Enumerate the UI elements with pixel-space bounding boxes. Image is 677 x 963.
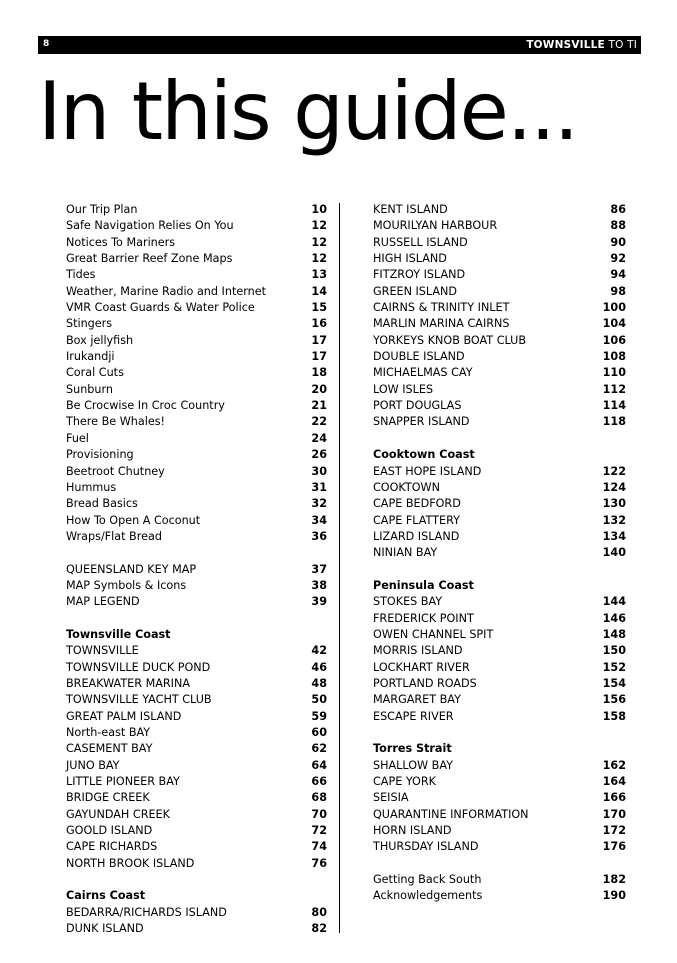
toc-entry[interactable] xyxy=(373,218,626,234)
toc-entry-page-number: 146 xyxy=(602,611,626,625)
toc-entry[interactable] xyxy=(373,284,626,300)
toc-entry-label: CAPE YORK xyxy=(373,775,436,789)
running-title-rest: TO TI xyxy=(604,39,637,51)
toc-entry-page-number: 31 xyxy=(311,480,327,494)
toc-entry[interactable] xyxy=(66,218,327,234)
toc-entry-page-number: 68 xyxy=(311,791,327,805)
toc-entry-label: TOWNSVILLE DUCK POND xyxy=(66,660,211,674)
toc-entry[interactable] xyxy=(66,594,327,610)
toc-entry-page-number: 60 xyxy=(311,726,327,739)
toc-entry[interactable] xyxy=(373,692,626,708)
toc-entry-page-number: 50 xyxy=(311,693,327,707)
toc-entry-page-number: 39 xyxy=(311,595,327,609)
toc-entry[interactable] xyxy=(66,333,327,349)
toc-entry-page-number: 104 xyxy=(602,317,626,331)
toc-entry-page-number: 16 xyxy=(311,317,327,331)
toc-entry[interactable] xyxy=(373,333,626,349)
toc-entry[interactable] xyxy=(373,839,626,855)
toc-entry-label: How To Open A Coconut xyxy=(66,513,201,527)
toc-entry[interactable] xyxy=(66,349,327,365)
toc-entry-label: VMR Coast Guards & Water Police xyxy=(66,301,255,315)
toc-entry-page-number: 37 xyxy=(311,562,327,576)
toc-entry-page-number: 82 xyxy=(311,922,327,936)
toc-entry-page-number: 158 xyxy=(602,709,626,723)
toc-entry-page-number: 64 xyxy=(311,758,327,772)
toc-entry-label: LIZARD ISLAND xyxy=(373,529,460,543)
toc-entry-label: MICHAELMAS CAY xyxy=(373,366,473,380)
toc-entry[interactable] xyxy=(66,431,327,447)
toc-entry[interactable] xyxy=(66,382,327,398)
toc-section-heading xyxy=(373,578,626,594)
toc-entry[interactable] xyxy=(66,562,327,578)
toc-entry-label: BEDARRA/RICHARDS ISLAND xyxy=(66,905,227,919)
toc-entry-page-number: 154 xyxy=(602,676,626,690)
toc-entry[interactable] xyxy=(373,202,626,218)
toc-entry[interactable] xyxy=(373,823,626,839)
toc-entry[interactable] xyxy=(373,529,626,545)
toc-entry-page-number: 48 xyxy=(311,676,327,690)
toc-entry-label: DOUBLE ISLAND xyxy=(373,350,465,364)
toc-entry-page-number: 156 xyxy=(602,693,626,707)
toc-entry-label: BREAKWATER MARINA xyxy=(66,676,190,690)
toc-entry-page-number: 122 xyxy=(602,464,626,478)
toc-entry[interactable] xyxy=(66,447,327,463)
toc-left-column xyxy=(66,202,327,937)
toc-entry-label: MAP Symbols & Icons xyxy=(66,578,187,592)
page-number: 8 xyxy=(43,39,50,49)
toc-entry[interactable] xyxy=(66,300,327,316)
toc-entry-page-number: 46 xyxy=(311,660,327,674)
toc-entry-label: OWEN CHANNEL SPIT xyxy=(373,627,494,641)
toc-entry[interactable] xyxy=(66,643,327,659)
toc-entry-label: DUNK ISLAND xyxy=(66,922,144,936)
toc-entry-label: Be Crocwise In Croc Country xyxy=(66,399,225,413)
toc-entry[interactable] xyxy=(66,741,327,757)
toc-entry[interactable] xyxy=(373,758,626,774)
toc-entry[interactable] xyxy=(373,627,626,643)
toc-entry-label: PORT DOUGLAS xyxy=(373,399,462,413)
toc-entry-label: MOURILYAN HARBOUR xyxy=(373,219,498,233)
toc-entry-label: Acknowledgements xyxy=(373,889,483,903)
toc-entry[interactable] xyxy=(373,872,626,888)
toc-entry[interactable] xyxy=(373,496,626,512)
toc-entry-label: Our Trip Plan xyxy=(66,203,138,216)
toc-entry[interactable] xyxy=(373,267,626,283)
toc-entry-page-number: 59 xyxy=(311,709,327,723)
toc-entry[interactable] xyxy=(66,464,327,480)
toc-entry-label: HORN ISLAND xyxy=(373,824,452,838)
toc-spacer xyxy=(373,725,626,741)
toc-entry-page-number: 190 xyxy=(602,889,626,903)
toc-entry-page-number: 164 xyxy=(602,775,626,789)
toc-entry-page-number: 92 xyxy=(610,252,626,266)
toc-entry[interactable] xyxy=(66,692,327,708)
toc-entry[interactable] xyxy=(373,709,626,725)
toc-entry-label: Peninsula Coast xyxy=(373,578,474,592)
toc-entry[interactable] xyxy=(66,709,327,725)
toc-entry-label: GOOLD ISLAND xyxy=(66,824,153,838)
toc-entry-label: MARGARET BAY xyxy=(373,693,461,707)
toc-entry-label: GREEN ISLAND xyxy=(373,284,458,298)
toc-entry-label: Stingers xyxy=(66,317,113,331)
toc-entry-label: Tides xyxy=(66,268,96,282)
toc-entry-label: CAIRNS & TRINITY INLET xyxy=(373,301,510,315)
toc-entry-page-number: 12 xyxy=(311,219,327,233)
toc-entry-label: MAP LEGEND xyxy=(66,595,140,609)
toc-entry-page-number: 17 xyxy=(311,333,327,347)
toc-entry[interactable] xyxy=(373,676,626,692)
toc-entry-label: Fuel xyxy=(66,431,89,445)
toc-entry-page-number: 66 xyxy=(311,775,327,789)
toc-entry-label: PORTLAND ROADS xyxy=(373,676,477,690)
toc-entry-page-number: 124 xyxy=(602,480,626,494)
toc-entry-label: Weather, Marine Radio and Internet xyxy=(66,284,266,298)
header-bar xyxy=(38,36,641,54)
toc-entry-label: MORRIS ISLAND xyxy=(373,644,463,658)
toc-spacer xyxy=(66,545,327,561)
toc-entry[interactable] xyxy=(66,398,327,414)
toc-section-heading xyxy=(373,447,626,463)
toc-entry[interactable] xyxy=(66,676,327,692)
toc-entry[interactable] xyxy=(66,496,327,512)
toc-entry-label: QUEENSLAND KEY MAP xyxy=(66,562,197,576)
toc-right-column xyxy=(373,202,626,905)
toc-entry-label: CASEMENT BAY xyxy=(66,742,153,756)
toc-entry-page-number: 144 xyxy=(602,595,626,609)
toc-entry-page-number: 70 xyxy=(311,807,327,821)
toc-entry-label: CAPE RICHARDS xyxy=(66,840,158,854)
toc-entry[interactable] xyxy=(66,529,327,545)
toc-entry[interactable] xyxy=(373,365,626,381)
toc-entry-label: Bread Basics xyxy=(66,497,138,511)
toc-spacer xyxy=(66,611,327,627)
toc-entry-label: LOCKHART RIVER xyxy=(373,660,470,674)
toc-entry[interactable] xyxy=(66,284,327,300)
toc-spacer xyxy=(373,431,626,447)
toc-entry[interactable] xyxy=(66,513,327,529)
toc-entry-label: Irukandji xyxy=(66,350,115,364)
toc-entry[interactable] xyxy=(66,774,327,790)
toc-entry-label: Coral Cuts xyxy=(66,366,124,380)
toc-entry-page-number: 13 xyxy=(311,268,327,282)
toc-entry-label: COOKTOWN xyxy=(373,480,440,494)
toc-entry-label: GREAT PALM ISLAND xyxy=(66,709,182,723)
toc-entry[interactable] xyxy=(66,365,327,381)
toc-section-heading xyxy=(66,627,327,643)
toc-entry[interactable] xyxy=(373,300,626,316)
toc-entry-page-number: 14 xyxy=(311,284,327,298)
running-title-bold: TOWNSVILLE xyxy=(526,39,605,51)
toc-entry-label: Provisioning xyxy=(66,448,134,462)
toc-entry[interactable] xyxy=(373,349,626,365)
toc-entry-label: TOWNSVILLE xyxy=(66,644,139,658)
toc-entry-label: EAST HOPE ISLAND xyxy=(373,464,482,478)
toc-entry-page-number: 36 xyxy=(311,529,327,543)
toc-entry-label: CAPE BEDFORD xyxy=(373,497,461,511)
toc-entry-page-number: 90 xyxy=(610,235,626,249)
toc-entry-page-number: 106 xyxy=(602,333,626,347)
toc-entry-label: HIGH ISLAND xyxy=(373,252,447,266)
toc-entry-label: Cairns Coast xyxy=(66,889,146,903)
toc-entry[interactable] xyxy=(373,316,626,332)
toc-entry[interactable] xyxy=(66,251,327,267)
toc-entry[interactable] xyxy=(373,660,626,676)
toc-entry-label: FREDERICK POINT xyxy=(373,611,474,625)
toc-entry-page-number: 62 xyxy=(311,742,327,756)
toc-entry-label: Townsville Coast xyxy=(66,627,171,641)
toc-entry-page-number: 76 xyxy=(311,856,327,870)
toc-entry[interactable] xyxy=(373,398,626,414)
toc-entry-page-number: 34 xyxy=(311,513,327,527)
toc-entry[interactable] xyxy=(66,790,327,806)
toc-entry[interactable] xyxy=(66,202,327,218)
toc-spacer xyxy=(373,856,626,872)
toc-entry-label: MARLIN MARINA CAIRNS xyxy=(373,317,510,331)
toc-entry[interactable] xyxy=(373,382,626,398)
toc-entry-page-number: 26 xyxy=(311,448,327,462)
toc-entry[interactable] xyxy=(66,839,327,855)
toc-entry-label: LOW ISLES xyxy=(373,382,434,396)
toc-entry-page-number: 74 xyxy=(311,840,327,854)
toc-entry-label: Box jellyfish xyxy=(66,333,134,347)
toc-entry[interactable] xyxy=(66,316,327,332)
toc-entry-label: LITTLE PIONEER BAY xyxy=(66,775,180,789)
toc-entry-page-number: 112 xyxy=(602,382,626,396)
toc-entry-page-number: 24 xyxy=(311,431,327,445)
toc-entry[interactable] xyxy=(373,807,626,823)
toc-entry[interactable] xyxy=(66,235,327,251)
toc-entry-page-number: 98 xyxy=(610,284,626,298)
toc-entry-page-number: 32 xyxy=(311,497,327,511)
toc-entry[interactable] xyxy=(66,856,327,872)
toc-entry-label: RUSSELL ISLAND xyxy=(373,235,468,249)
toc-entry-page-number: 18 xyxy=(311,366,327,380)
toc-entry[interactable] xyxy=(66,725,327,741)
toc-entry-label: NORTH BROOK ISLAND xyxy=(66,856,195,870)
toc-entry-page-number: 148 xyxy=(602,627,626,641)
toc-entry-label: THURSDAY ISLAND xyxy=(373,840,479,854)
toc-entry-label: QUARANTINE INFORMATION xyxy=(373,807,529,821)
toc-entry[interactable] xyxy=(373,774,626,790)
toc-entry-page-number: 22 xyxy=(311,415,327,429)
toc-entry-page-number: 130 xyxy=(602,497,626,511)
running-title xyxy=(526,39,637,51)
toc-entry-label: ESCAPE RIVER xyxy=(373,709,454,723)
toc-entry-label: STOKES BAY xyxy=(373,595,443,609)
toc-entry-page-number: 88 xyxy=(610,219,626,233)
toc-entry-page-number: 140 xyxy=(602,546,626,560)
toc-entry-label: YORKEYS KNOB BOAT CLUB xyxy=(373,333,527,347)
toc-entry-page-number: 10 xyxy=(311,203,327,216)
toc-entry[interactable] xyxy=(373,643,626,659)
toc-entry[interactable] xyxy=(66,578,327,594)
toc-entry-page-number: 114 xyxy=(602,399,626,413)
toc-entry-label: Notices To Mariners xyxy=(66,235,176,249)
toc-spacer xyxy=(66,872,327,888)
toc-entry-label: Hummus xyxy=(66,480,117,494)
toc-entry-label: CAPE FLATTERY xyxy=(373,513,460,527)
toc-entry[interactable] xyxy=(373,414,626,430)
toc-entry-label: North-east BAY xyxy=(66,726,151,739)
toc-entry-page-number: 166 xyxy=(602,791,626,805)
toc-entry-page-number: 152 xyxy=(602,660,626,674)
toc-entry[interactable] xyxy=(373,611,626,627)
toc-entry[interactable] xyxy=(373,251,626,267)
toc-entry[interactable] xyxy=(373,594,626,610)
toc-entry-page-number: 12 xyxy=(311,252,327,266)
toc-entry[interactable] xyxy=(373,790,626,806)
toc-entry-page-number: 108 xyxy=(602,350,626,364)
toc-entry-page-number: 42 xyxy=(311,644,327,658)
toc-entry[interactable] xyxy=(373,235,626,251)
toc-entry-page-number: 17 xyxy=(311,350,327,364)
toc-entry-page-number: 38 xyxy=(311,578,327,592)
toc-entry[interactable] xyxy=(66,267,327,283)
toc-entry-page-number: 110 xyxy=(602,366,626,380)
toc-entry[interactable] xyxy=(66,480,327,496)
toc-entry-label: SEISIA xyxy=(373,791,409,805)
toc-entry-page-number: 132 xyxy=(602,513,626,527)
toc-entry[interactable] xyxy=(66,807,327,823)
toc-entry-page-number: 100 xyxy=(602,301,626,315)
toc-entry-page-number: 172 xyxy=(602,824,626,838)
toc-entry-label: Safe Navigation Relies On You xyxy=(66,219,234,233)
toc-entry-page-number: 94 xyxy=(610,268,626,282)
toc-entry-label: Getting Back South xyxy=(373,873,482,887)
toc-entry-page-number: 170 xyxy=(602,807,626,821)
toc-entry[interactable] xyxy=(66,660,327,676)
toc-entry[interactable] xyxy=(373,545,626,561)
toc-entry-label: Beetroot Chutney xyxy=(66,464,165,478)
toc-entry-label: SNAPPER ISLAND xyxy=(373,415,470,429)
toc-entry-label: NINIAN BAY xyxy=(373,546,438,560)
toc-entry-page-number: 86 xyxy=(610,203,626,216)
toc-entry-page-number: 118 xyxy=(602,415,626,429)
toc-entry-label: Torres Strait xyxy=(373,742,452,756)
toc-section-heading xyxy=(66,888,327,904)
toc-entry-page-number: 80 xyxy=(311,905,327,919)
toc-entry-page-number: 182 xyxy=(602,873,626,887)
toc-entry-label: Cooktown Coast xyxy=(373,448,475,462)
toc-entry-label: KENT ISLAND xyxy=(373,203,448,216)
toc-spacer xyxy=(373,562,626,578)
toc-section-heading xyxy=(373,741,626,757)
toc-entry[interactable] xyxy=(66,921,327,937)
toc-entry-label: BRIDGE CREEK xyxy=(66,791,150,805)
toc-entry[interactable] xyxy=(373,464,626,480)
toc-entry-label: GAYUNDAH CREEK xyxy=(66,807,170,821)
toc-entry-label: SHALLOW BAY xyxy=(373,758,453,772)
toc-entry[interactable] xyxy=(373,513,626,529)
toc-entry-page-number: 176 xyxy=(602,840,626,854)
toc-entry-page-number: 30 xyxy=(311,464,327,478)
page-title: In this guide... xyxy=(38,65,578,158)
toc-entry-page-number: 12 xyxy=(311,235,327,249)
column-divider xyxy=(339,203,340,933)
toc-entry-page-number: 72 xyxy=(311,824,327,838)
toc-entry-page-number: 15 xyxy=(311,301,327,315)
toc-entry-page-number: 20 xyxy=(311,382,327,396)
toc-entry-label: TOWNSVILLE YACHT CLUB xyxy=(66,693,212,707)
toc-entry-label: Wraps/Flat Bread xyxy=(66,529,162,543)
toc-entry[interactable] xyxy=(66,758,327,774)
toc-entry[interactable] xyxy=(66,823,327,839)
toc-entry-label: There Be Whales! xyxy=(66,415,166,429)
toc-entry[interactable] xyxy=(373,480,626,496)
toc-entry[interactable] xyxy=(66,414,327,430)
toc-entry-label: Sunburn xyxy=(66,382,113,396)
toc-entry-page-number: 21 xyxy=(311,399,327,413)
toc-entry-label: Great Barrier Reef Zone Maps xyxy=(66,252,233,266)
toc-entry[interactable] xyxy=(66,905,327,921)
toc-entry-page-number: 134 xyxy=(602,529,626,543)
toc-entry-page-number: 162 xyxy=(602,758,626,772)
toc-entry-label: FITZROY ISLAND xyxy=(373,268,466,282)
toc-entry-page-number: 150 xyxy=(602,644,626,658)
toc-entry[interactable] xyxy=(373,888,626,904)
toc-entry-label: JUNO BAY xyxy=(66,758,120,772)
